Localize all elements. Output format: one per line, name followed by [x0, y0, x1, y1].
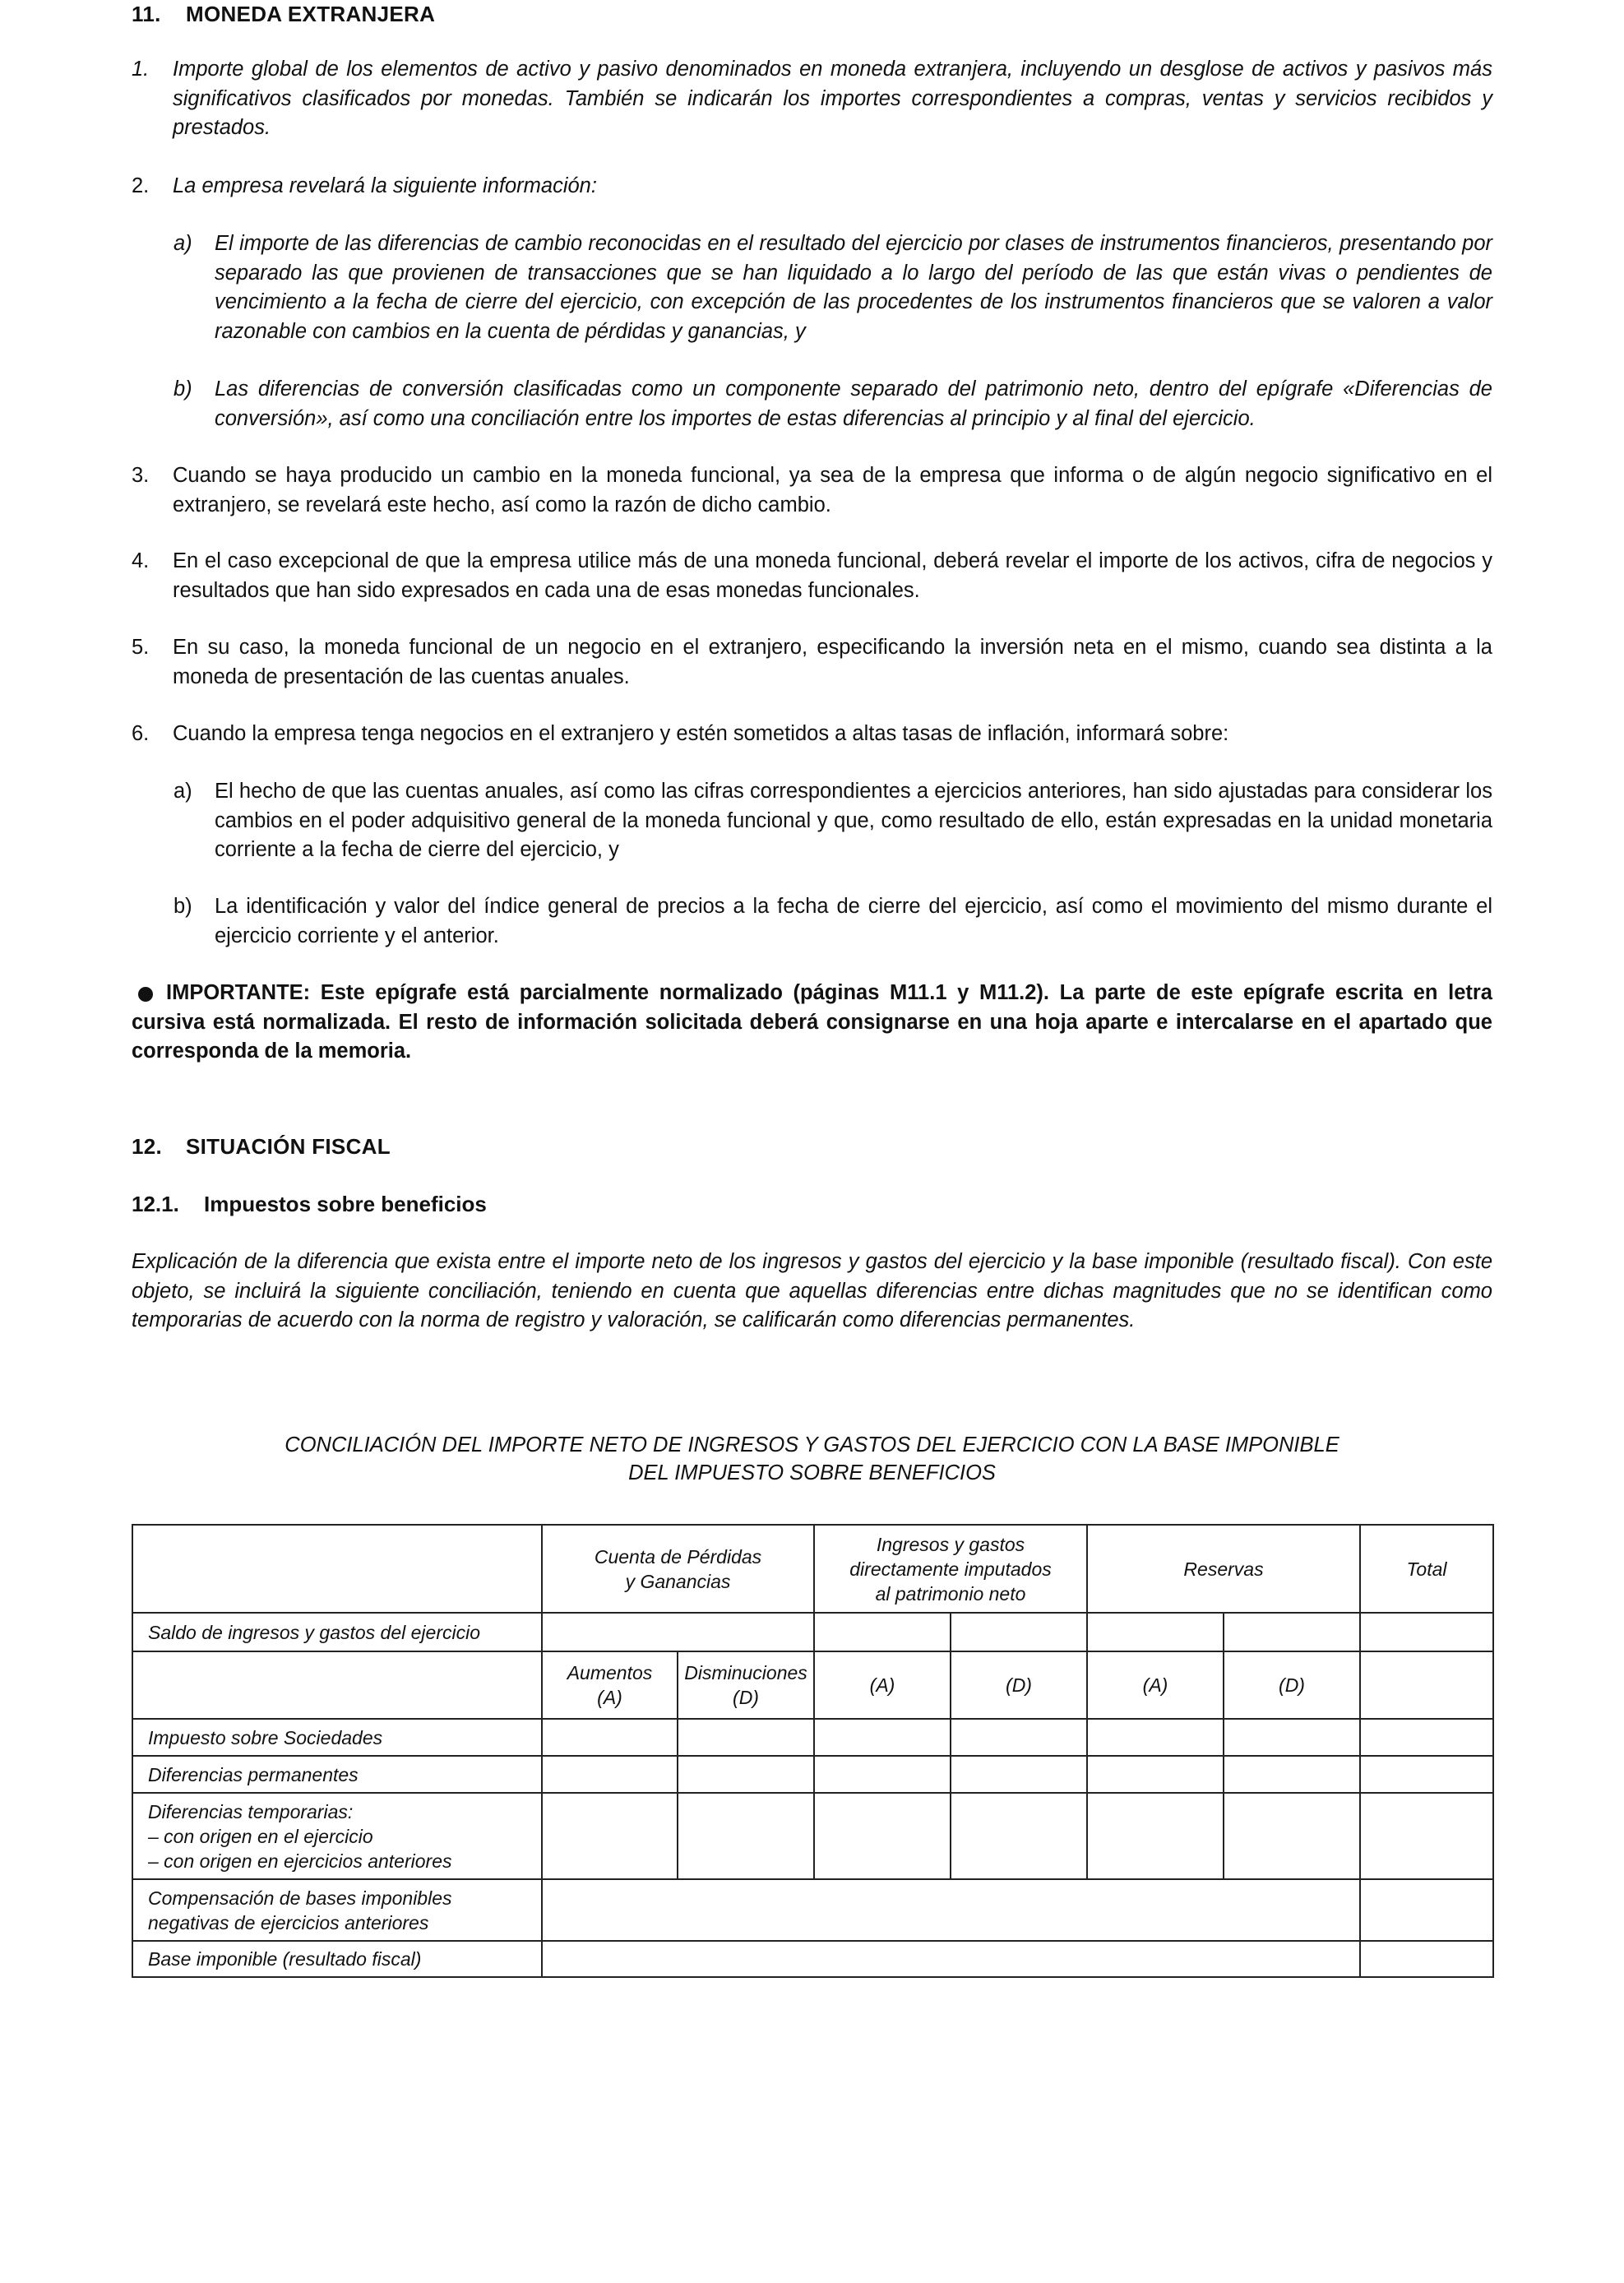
- list-item: [174, 229, 1492, 346]
- subsection-number: 12.1.: [132, 1192, 179, 1216]
- list-marker: 1.: [132, 58, 150, 81]
- subheader-aumentos: [542, 1651, 678, 1719]
- table-subheader-row: [132, 1651, 1493, 1719]
- subsection-12-1-heading: [132, 1192, 487, 1217]
- list-item-text: La identificación y valor del índice general de precios a la fecha de cierre del ejercicio, así como el movimiento del mismo durante el ejercicio corriente y el anterior.: [215, 895, 1492, 947]
- subheader-aumentos-line: Aumentos: [567, 1662, 653, 1683]
- subheader-a: (A): [814, 1651, 951, 1719]
- section-11-title: MONEDA EXTRANJERA: [186, 2, 436, 26]
- row-label-base: Base imponible (resultado fiscal): [132, 1941, 542, 1977]
- list-marker: a): [174, 232, 192, 255]
- subheader-d: (D): [1224, 1651, 1360, 1719]
- input-cell[interactable]: [1087, 1793, 1224, 1879]
- section-12-heading: [132, 1134, 391, 1160]
- section-12-number: 12.: [132, 1134, 163, 1159]
- input-cell[interactable]: [814, 1793, 951, 1879]
- input-cell[interactable]: [951, 1613, 1087, 1651]
- col-header-pyg-line: y Ganancias: [625, 1570, 731, 1592]
- list-item: [132, 461, 1492, 520]
- list-marker: a): [174, 780, 192, 803]
- row-label-temporarias: [132, 1793, 542, 1879]
- input-cell[interactable]: [1360, 1879, 1493, 1941]
- input-cell[interactable]: [951, 1719, 1087, 1756]
- list-item: [174, 375, 1492, 433]
- input-cell[interactable]: [1224, 1613, 1360, 1651]
- input-cell[interactable]: [542, 1941, 1360, 1977]
- subheader-disminuciones-line: Disminuciones: [684, 1662, 807, 1683]
- subheader-a: (A): [1087, 1651, 1224, 1719]
- input-cell[interactable]: [1360, 1719, 1493, 1756]
- list-item-text: En el caso excepcional de que la empresa utilice más de una moneda funcional, deberá revelar el importe de los activos, cifra de negocios y resultados que han sido expresados en cada una de esas monedas funcionales.: [173, 549, 1492, 602]
- list-marker: 6.: [132, 722, 150, 745]
- subheader-disminuciones: [678, 1651, 814, 1719]
- table-row: [132, 1793, 1493, 1879]
- list-item-text: Las diferencias de conversión clasificadas como un componente separado del patrimonio neto, dentro del epígrafe «Diferencias de conversión», así como una conciliación entre los importes de estas diferencias al principio y al final del ejercicio.: [215, 377, 1492, 430]
- list-item-text: La empresa revelará la siguiente información:: [173, 174, 597, 197]
- table-row: [132, 1613, 1493, 1651]
- row-label-line: Compensación de bases imponibles: [148, 1887, 452, 1909]
- input-cell[interactable]: [678, 1756, 814, 1793]
- table-caption-line-1: CONCILIACIÓN DEL IMPORTE NETO DE INGRESOS Y GASTOS DEL EJERCICIO CON LA BASE IMPONIBLE: [285, 1433, 1339, 1456]
- input-cell[interactable]: [1224, 1719, 1360, 1756]
- input-cell[interactable]: [951, 1756, 1087, 1793]
- input-cell[interactable]: [1360, 1613, 1493, 1651]
- input-cell[interactable]: [1224, 1756, 1360, 1793]
- input-cell[interactable]: [814, 1613, 951, 1651]
- input-cell[interactable]: [542, 1879, 1360, 1941]
- input-cell[interactable]: [814, 1719, 951, 1756]
- subheader-d: (D): [951, 1651, 1087, 1719]
- important-note: [132, 979, 1492, 1067]
- input-cell[interactable]: [951, 1793, 1087, 1879]
- row-label-compensacion: [132, 1879, 542, 1941]
- section-11-number: 11.: [132, 2, 161, 26]
- input-cell[interactable]: [542, 1793, 678, 1879]
- col-header-ingresos-line: al patrimonio neto: [875, 1582, 1026, 1605]
- list-item-text: Cuando la empresa tenga negocios en el extranjero y estén sometidos a altas tasas de inflación, informará sobre:: [173, 722, 1229, 745]
- row-label-permanentes: Diferencias permanentes: [132, 1756, 542, 1793]
- list-marker: 2.: [132, 174, 150, 197]
- list-marker: b): [174, 377, 192, 401]
- input-cell[interactable]: [814, 1756, 951, 1793]
- list-item: [132, 172, 1492, 201]
- input-cell[interactable]: [1087, 1719, 1224, 1756]
- list-item: [132, 720, 1492, 749]
- col-header-ingresos-line: directamente imputados: [849, 1558, 1052, 1580]
- list-item-text: Importe global de los elementos de activo y pasivo denominados en moneda extranjera, incluyendo un desglose de activos y pasivos más significativos clasificados por monedas. También se indicarán los importes correspondientes a compras, ventas y servicios recibidos y prestados.: [173, 58, 1492, 139]
- row-label-line: negativas de ejercicios anteriores: [148, 1911, 429, 1933]
- col-header-total: Total: [1360, 1525, 1493, 1613]
- table-row: [132, 1719, 1493, 1756]
- row-label-saldo: Saldo de ingresos y gastos del ejercicio: [132, 1613, 542, 1651]
- section-11-heading: [132, 2, 435, 27]
- col-header-reservas: Reservas: [1087, 1525, 1360, 1613]
- input-cell[interactable]: [1360, 1793, 1493, 1879]
- input-cell[interactable]: [542, 1756, 678, 1793]
- input-cell[interactable]: [678, 1719, 814, 1756]
- empty-cell: [132, 1525, 542, 1613]
- input-cell[interactable]: [678, 1793, 814, 1879]
- input-cell[interactable]: [542, 1613, 814, 1651]
- conciliation-table: [132, 1524, 1494, 1978]
- section-12-title: SITUACIÓN FISCAL: [186, 1134, 391, 1159]
- input-cell[interactable]: [1360, 1756, 1493, 1793]
- list-item-text: El hecho de que las cuentas anuales, así como las cifras correspondientes a ejercicios anteriores, han sido ajustadas para considerar los cambios en el poder adquisitivo general de la moneda funcional y que, como resultado de ello, están expresadas en la unidad monetaria corriente a la fecha de cierre del ejercicio, y: [215, 780, 1492, 861]
- subsection-title: Impuestos sobre beneficios: [204, 1192, 487, 1216]
- subheader-disminuciones-line: (D): [733, 1687, 759, 1708]
- list-marker: b): [174, 895, 192, 918]
- list-item-text: En su caso, la moneda funcional de un negocio en el extranjero, especificando la inversión neta en el mismo, cuando sea distinta a la moneda de presentación de las cuentas anuales.: [173, 636, 1492, 688]
- bullet-icon: [138, 987, 153, 1002]
- col-header-ingresos-line: Ingresos y gastos: [876, 1533, 1025, 1555]
- subheader-aumentos-line: (A): [597, 1687, 622, 1708]
- table-header-row: [132, 1525, 1493, 1613]
- col-header-ingresos: [814, 1525, 1087, 1613]
- intro-paragraph: Explicación de la diferencia que exista entre el importe neto de los ingresos y gastos del ejercicio y la base imponible (resultado fiscal). Con este objeto, se incluirá la siguiente conciliación, teniendo en cuenta que aquellas diferencias entre dichas magnitudes que no se identifican como temporarias de acuerdo con la norma de registro y valoración, se calificarán como diferencias permanentes.: [132, 1250, 1492, 1331]
- row-label-line: Diferencias temporarias:: [148, 1800, 354, 1822]
- input-cell[interactable]: [1087, 1756, 1224, 1793]
- empty-cell: [1360, 1651, 1493, 1719]
- list-marker: 3.: [132, 464, 150, 487]
- table-row: [132, 1941, 1493, 1977]
- input-cell[interactable]: [1087, 1613, 1224, 1651]
- col-header-pyg-line: Cuenta de Pérdidas: [594, 1545, 762, 1568]
- table-row: [132, 1879, 1493, 1941]
- list-item-text: El importe de las diferencias de cambio reconocidas en el resultado del ejercicio por clases de instrumentos financieros, presentando por separado las que provienen de transacciones que se han liquidado a lo largo del período de las que están vivas o pendientes de vencimiento a la fecha de cierre del ejercicio, con excepción de las procedentes de los instrumentos financieros que se valoren a valor razonable con cambios en la cuenta de pérdidas y ganancias, y: [215, 232, 1492, 343]
- list-item: [174, 892, 1492, 951]
- list-item: [132, 547, 1492, 605]
- empty-cell: [132, 1651, 542, 1719]
- row-label-line: – con origen en ejercicios anteriores: [148, 1850, 452, 1872]
- list-item: [174, 777, 1492, 865]
- row-label-line: – con origen en el ejercicio: [148, 1825, 373, 1847]
- list-item: [132, 55, 1492, 143]
- input-cell[interactable]: [542, 1719, 678, 1756]
- col-header-pyg: [542, 1525, 814, 1613]
- list-item: [132, 633, 1492, 692]
- list-marker: 5.: [132, 636, 150, 659]
- list-item-text: Cuando se haya producido un cambio en la moneda funcional, ya sea de la empresa que informa o de algún negocio significativo en el extranjero, se revelará este hecho, así como la razón de dicho cambio.: [173, 464, 1492, 516]
- input-cell[interactable]: [1360, 1941, 1493, 1977]
- table-row: [132, 1756, 1493, 1793]
- list-marker: 4.: [132, 549, 150, 572]
- input-cell[interactable]: [1224, 1793, 1360, 1879]
- table-caption-line-2: DEL IMPUESTO SOBRE BENEFICIOS: [628, 1461, 996, 1484]
- important-text: IMPORTANTE: Este epígrafe está parcialmente normalizado (páginas M11.1 y M11.2). La parte de este epígrafe escrita en letra cursiva está normalizada. El resto de información solicitada deberá consignarse en una hoja aparte e intercalarse en el apartado que corresponda de la memoria.: [132, 981, 1492, 1063]
- row-label-impuesto: Impuesto sobre Sociedades: [132, 1719, 542, 1756]
